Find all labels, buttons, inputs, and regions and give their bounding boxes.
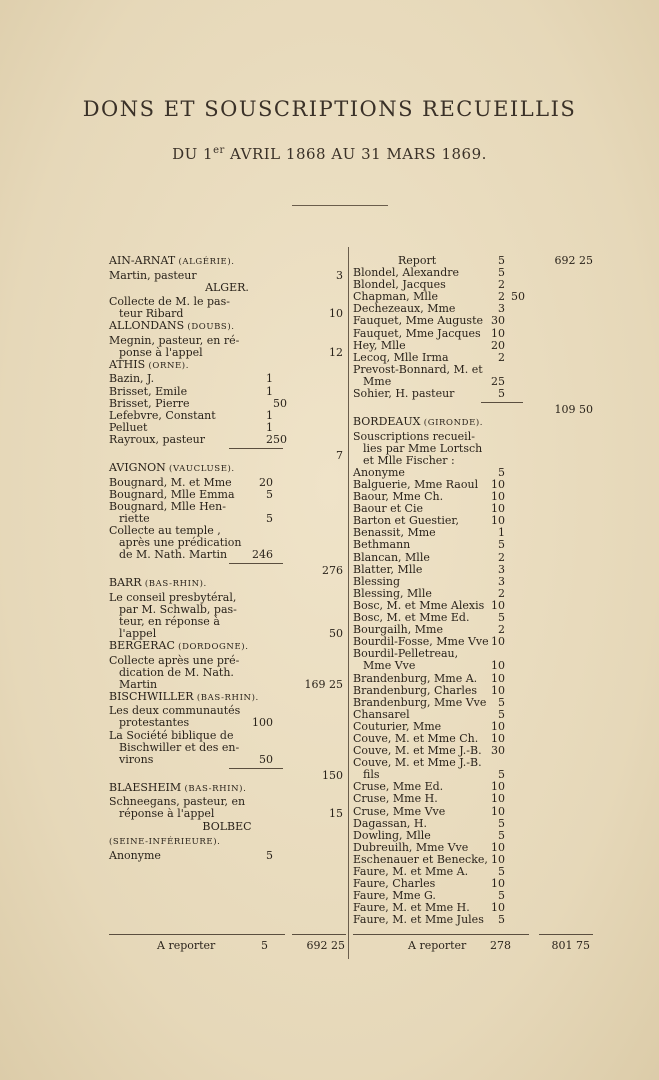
section-heading bbox=[109, 462, 345, 477]
section-department: (ALGÉRIE). bbox=[175, 257, 235, 267]
section-name: BERGERAC bbox=[109, 639, 175, 653]
amount-francs: 25 bbox=[491, 374, 505, 388]
list-item bbox=[353, 757, 593, 769]
section-heading bbox=[109, 320, 345, 335]
donor-name: Les deux communautés bbox=[109, 704, 241, 718]
list-item bbox=[353, 818, 593, 830]
amount-francs: 10 bbox=[491, 901, 505, 915]
donor-name: fils bbox=[363, 768, 380, 782]
donor-name: teur Ribard bbox=[119, 307, 184, 321]
amount-francs: 10 bbox=[491, 635, 505, 649]
donor-name: Blessing, Mlle bbox=[353, 586, 432, 600]
donor-name: Bougnard, Mlle Hen- bbox=[109, 499, 226, 513]
list-item bbox=[353, 443, 593, 455]
donor-name: Rayroux, pasteur bbox=[109, 432, 205, 446]
list-item bbox=[353, 830, 593, 842]
amount-francs: 5 bbox=[498, 266, 505, 280]
donor-name: Chapman, Mlle bbox=[353, 290, 438, 304]
donor-name: Martin bbox=[119, 677, 158, 691]
section-heading bbox=[353, 416, 593, 431]
section-name: BLAESHEIM bbox=[109, 780, 182, 794]
subtitle-rest: AVRIL 1868 AU 31 MARS 1869. bbox=[224, 145, 487, 163]
list-item bbox=[109, 742, 345, 754]
donor-name: Eschenauer et Benecke, bbox=[353, 852, 488, 866]
amount-francs: 2 bbox=[498, 586, 505, 600]
title-rule bbox=[292, 205, 388, 206]
amount-francs: 10 bbox=[491, 671, 505, 685]
amount-francs: 10 bbox=[491, 877, 505, 891]
list-item bbox=[353, 340, 593, 352]
amount-francs: 5 bbox=[266, 487, 273, 501]
donor-name: Cruse, Mme H. bbox=[353, 792, 438, 806]
donor-name: Faure, M. et Mme Jules bbox=[353, 913, 484, 927]
donor-name: Dechezeaux, Mme bbox=[353, 302, 456, 316]
donor-name: Anonyme bbox=[353, 465, 405, 479]
donor-name: Barton et Guestier, bbox=[353, 514, 459, 528]
amount-centimes: 50 bbox=[273, 432, 287, 446]
section-department: (ORNE). bbox=[145, 360, 190, 371]
donor-name: Bazin, J. bbox=[109, 372, 155, 386]
amount-francs: 3 bbox=[498, 574, 505, 588]
right-footer-label: A reporter bbox=[408, 939, 467, 952]
amount-francs: 5 bbox=[498, 913, 505, 927]
list-item bbox=[109, 730, 345, 742]
donor-name: Dubreuilh, Mme Vve bbox=[353, 840, 469, 854]
amount-total: 15 bbox=[329, 807, 343, 821]
list-item bbox=[109, 592, 345, 604]
amount-francs: 10 bbox=[491, 683, 505, 697]
donor-name: Benassit, Mme bbox=[353, 526, 436, 540]
donor-name: Lecoq, Mlle Irma bbox=[353, 350, 449, 364]
donor-name: Bougnard, Mlle Emma bbox=[109, 487, 235, 501]
amount-francs: 100 bbox=[252, 716, 273, 730]
amount-francs: 3 bbox=[498, 302, 505, 316]
section-department: (SEINE-INFÉRIEURE). bbox=[109, 837, 221, 847]
list-item bbox=[353, 564, 593, 576]
amount-francs: 10 bbox=[491, 502, 505, 516]
subtotal-amount: 150 bbox=[322, 768, 343, 782]
section-name: BORDEAUX bbox=[353, 415, 421, 429]
list-item bbox=[109, 398, 345, 410]
amount-centimes: 50 bbox=[511, 290, 525, 304]
list-item bbox=[353, 431, 593, 443]
donor-name: Blatter, Mlle bbox=[353, 562, 423, 576]
donor-name: Baour, Mme Ch. bbox=[353, 490, 444, 504]
amount-francs: 2 bbox=[498, 278, 505, 292]
donor-name: Brisset, Pierre bbox=[109, 396, 190, 410]
section-department: (BAS-RHIN). bbox=[181, 783, 247, 794]
amount-total: 10 bbox=[329, 307, 343, 321]
amount-francs: 5 bbox=[266, 511, 273, 525]
left-footer-total: 692 25 bbox=[306, 939, 345, 952]
donor-name: Fauquet, Mme Auguste bbox=[353, 314, 484, 328]
donor-name: dication de M. Nath. bbox=[119, 665, 234, 679]
list-item bbox=[353, 539, 593, 551]
amount-francs: 2 bbox=[498, 550, 505, 564]
donor-name: ponse à l'appel bbox=[119, 345, 203, 359]
list-item bbox=[353, 685, 593, 697]
right-footer-subtotal: 278 bbox=[490, 939, 511, 952]
subtotal-rule bbox=[481, 402, 523, 403]
list-item bbox=[109, 754, 345, 766]
donor-name: Brandenburg, Mme A. bbox=[353, 671, 478, 685]
donor-name: Couve, M. et Mme Ch. bbox=[353, 731, 479, 745]
amount-francs: 10 bbox=[491, 478, 505, 491]
donor-name: Lefebvre, Constant bbox=[109, 408, 216, 422]
amount-francs: 3 bbox=[498, 562, 505, 576]
page-title: DONS ET SOUSCRIPTIONS RECUEILLIS bbox=[82, 97, 577, 121]
section-heading bbox=[109, 821, 345, 836]
donor-name: Report bbox=[398, 254, 437, 267]
donor-name: Bethmann bbox=[353, 538, 411, 552]
subtotal-rule bbox=[229, 448, 283, 449]
section-department: (DOUBS). bbox=[184, 322, 235, 333]
list-item bbox=[109, 489, 345, 501]
donor-name: Mme bbox=[363, 374, 392, 388]
amount-francs: 246 bbox=[252, 548, 273, 562]
section-name: BARR bbox=[109, 576, 142, 590]
amount-francs: 10 bbox=[491, 804, 505, 818]
list-item bbox=[353, 914, 593, 926]
amount-francs: 5 bbox=[498, 707, 505, 721]
section-department: (BAS-RHIN). bbox=[193, 692, 259, 703]
list-item bbox=[109, 373, 345, 385]
subtotal-rule bbox=[229, 563, 283, 564]
list-item bbox=[109, 655, 345, 667]
list-item bbox=[353, 328, 593, 340]
right-footer-total: 801 75 bbox=[551, 939, 590, 952]
donor-name: Faure, M. et Mme H. bbox=[353, 901, 470, 915]
donor-name: Bourdil-Fosse, Mme Vve bbox=[353, 635, 489, 649]
amount-francs: 1 bbox=[266, 408, 273, 422]
donor-name: protestantes bbox=[119, 716, 190, 730]
donor-name: lies par Mme Lortsch bbox=[363, 441, 483, 455]
donor-name: virons bbox=[119, 752, 154, 766]
section-name: ALLONDANS bbox=[109, 319, 185, 333]
section-name: AIN-ARNAT bbox=[109, 254, 176, 267]
amount-francs: 5 bbox=[498, 254, 505, 267]
list-item bbox=[353, 697, 593, 709]
donor-name: Collecte au temple , bbox=[109, 523, 221, 537]
section-name: BISCHWILLER bbox=[109, 689, 194, 703]
donor-name: Hey, Mlle bbox=[353, 338, 406, 352]
list-item bbox=[109, 386, 345, 398]
amount-francs: 10 bbox=[491, 514, 505, 528]
donor-name: Collecte après une pré- bbox=[109, 653, 240, 667]
left-footer-rule-total bbox=[292, 934, 346, 935]
donor-name: Chansarel bbox=[353, 707, 410, 721]
amount-francs: 50 bbox=[259, 752, 273, 766]
left-footer-rule bbox=[109, 934, 285, 935]
donor-name: Brisset, Emile bbox=[109, 384, 188, 398]
donor-name: Brandenburg, Mme Vve bbox=[353, 695, 487, 709]
donor-name: l'appel bbox=[119, 626, 157, 640]
amount-francs: 10 bbox=[491, 840, 505, 854]
donor-name: Dagassan, H. bbox=[353, 816, 427, 830]
subtitle-sup: er bbox=[213, 145, 225, 156]
donor-name: Cruse, Mme Vve bbox=[353, 804, 446, 818]
list-item bbox=[353, 660, 593, 672]
amount-francs: 5 bbox=[498, 611, 505, 625]
list-item bbox=[109, 808, 345, 820]
list-item bbox=[353, 673, 593, 685]
donor-name: Couturier, Mme bbox=[353, 719, 442, 733]
amount-francs: 2 bbox=[498, 350, 505, 364]
amount-francs: 20 bbox=[259, 475, 273, 489]
amount-francs: 1 bbox=[266, 372, 273, 386]
amount-francs: 10 bbox=[491, 326, 505, 340]
section-heading bbox=[109, 282, 345, 297]
section-heading bbox=[109, 359, 345, 374]
donor-name: Dowling, Mlle bbox=[353, 828, 431, 842]
list-item bbox=[109, 270, 345, 282]
donor-name: Fauquet, Mme Jacques bbox=[353, 326, 481, 340]
subtotal-amount: 7 bbox=[336, 449, 343, 463]
amount-francs: 2 bbox=[266, 432, 273, 446]
amount-francs: 10 bbox=[491, 490, 505, 504]
amount-total: 12 bbox=[329, 345, 343, 359]
right-footer-rule bbox=[353, 934, 529, 935]
list-item bbox=[109, 477, 345, 489]
donor-name: Faure, M. et Mme A. bbox=[353, 865, 469, 878]
amount-francs: 10 bbox=[491, 731, 505, 745]
section-name: ALGER. bbox=[205, 280, 249, 294]
section-name: BOLBEC bbox=[202, 819, 252, 833]
amount-francs: 10 bbox=[491, 792, 505, 806]
left-footer-subtotal: 5 bbox=[261, 939, 268, 952]
donor-name: riette bbox=[119, 511, 150, 525]
list-item bbox=[109, 549, 345, 561]
subtitle-prefix: DU 1 bbox=[172, 145, 214, 163]
donor-name: Collecte de M. le pas- bbox=[109, 295, 230, 309]
amount-francs: 20 bbox=[491, 338, 505, 352]
amount-total: 169 25 bbox=[304, 677, 343, 691]
subtotal-row bbox=[353, 400, 593, 416]
donor-name: Bourgailh, Mme bbox=[353, 623, 443, 637]
amount-francs: 10 bbox=[491, 598, 505, 612]
amount-francs: 10 bbox=[491, 659, 505, 673]
amount-total: 692 25 bbox=[554, 254, 593, 267]
donor-name: Blondel, Alexandre bbox=[353, 266, 459, 280]
amount-francs: 5 bbox=[498, 387, 505, 401]
section-heading bbox=[109, 640, 345, 655]
section-heading bbox=[109, 835, 345, 850]
donor-name: Blessing bbox=[353, 574, 401, 588]
amount-francs: 2 bbox=[498, 623, 505, 637]
amount-francs: 5 bbox=[498, 816, 505, 830]
donor-name: Baour et Cie bbox=[353, 502, 423, 516]
section-name: AVIGNON bbox=[109, 461, 166, 475]
amount-francs: 5 bbox=[498, 865, 505, 878]
donor-name: Cruse, Mme Ed. bbox=[353, 780, 444, 794]
list-item bbox=[353, 552, 593, 564]
section-heading bbox=[109, 255, 345, 270]
list-item bbox=[109, 434, 345, 446]
donor-name: Bougnard, M. et Mme bbox=[109, 475, 232, 489]
section-department: (VAUCLUSE). bbox=[165, 464, 235, 475]
donor-name: Blondel, Jacques bbox=[353, 278, 446, 292]
donor-name: par M. Schwalb, pas- bbox=[119, 602, 237, 616]
left-footer-label: A reporter bbox=[157, 939, 216, 952]
subtotal-rule bbox=[229, 768, 283, 769]
amount-francs: 30 bbox=[491, 314, 505, 328]
donor-name: Balguerie, Mme Raoul bbox=[353, 478, 479, 491]
list-item bbox=[353, 806, 593, 818]
amount-francs: 30 bbox=[491, 744, 505, 758]
amount-francs: 5 bbox=[498, 889, 505, 903]
amount-total: 50 bbox=[329, 626, 343, 640]
amount-francs: 10 bbox=[491, 719, 505, 733]
amount-francs: 10 bbox=[491, 780, 505, 794]
donor-name: Mme Vve bbox=[363, 659, 416, 673]
donor-name: Faure, Mme G. bbox=[353, 889, 436, 903]
right-footer-rule-total bbox=[539, 934, 593, 935]
section-name: ATHIS bbox=[109, 357, 146, 371]
amount-francs: 2 bbox=[498, 290, 505, 304]
section-department: (GIRONDE). bbox=[420, 418, 484, 429]
subtotal-amount: 276 bbox=[322, 564, 343, 578]
donor-name: Pelluet bbox=[109, 420, 148, 434]
section-heading bbox=[109, 577, 345, 592]
list-item bbox=[109, 717, 345, 729]
section-department: (DORDOGNE). bbox=[174, 642, 249, 653]
list-item bbox=[353, 315, 593, 327]
donor-name: Le conseil presbytéral, bbox=[109, 590, 237, 604]
donor-name: Faure, Charles bbox=[353, 877, 436, 891]
amount-francs: 5 bbox=[498, 695, 505, 709]
donor-name: réponse à l'appel bbox=[119, 807, 215, 821]
donor-name: Couve, M. et Mme J.-B. bbox=[353, 744, 482, 758]
list-item bbox=[353, 388, 593, 400]
amount-francs: 1 bbox=[266, 420, 273, 434]
donor-name: Schneegans, pasteur, en bbox=[109, 795, 246, 809]
donor-name: et Mlle Fischer : bbox=[363, 453, 455, 467]
donor-name: de M. Nath. Martin bbox=[119, 548, 228, 562]
list-item bbox=[109, 667, 345, 679]
amount-francs: 5 bbox=[498, 768, 505, 782]
amount-centimes: 50 bbox=[273, 396, 287, 410]
subtotal-row bbox=[109, 766, 345, 782]
donor-name: Martin, pasteur bbox=[109, 268, 197, 282]
donor-name: Bosc, M. et Mme Alexis bbox=[353, 598, 485, 612]
list-item bbox=[353, 793, 593, 805]
amount-francs: 5 bbox=[498, 465, 505, 479]
donor-name: La Société biblique de bbox=[109, 728, 234, 742]
donor-name: teur, en réponse à bbox=[119, 614, 220, 628]
section-heading bbox=[109, 782, 345, 797]
column-divider bbox=[348, 247, 349, 959]
donor-name: Brandenburg, Charles bbox=[353, 683, 478, 697]
page-subtitle bbox=[0, 145, 659, 163]
amount-francs: 5 bbox=[498, 828, 505, 842]
amount-francs: 1 bbox=[498, 526, 505, 540]
amount-francs: 1 bbox=[266, 384, 273, 398]
subtotal-row bbox=[109, 446, 345, 462]
amount-francs: 5 bbox=[266, 848, 273, 862]
section-department: (BAS-RHIN). bbox=[141, 579, 207, 590]
list-item bbox=[109, 850, 345, 862]
amount-francs: 10 bbox=[491, 852, 505, 866]
donor-name: Souscriptions recueil- bbox=[353, 429, 475, 443]
right-column bbox=[353, 255, 593, 926]
donor-name: Bosc, M. et Mme Ed. bbox=[353, 611, 470, 625]
section-heading bbox=[109, 691, 345, 706]
donor-name: Prevost-Bonnard, M. et bbox=[353, 362, 483, 376]
donor-name: Anonyme bbox=[109, 848, 161, 862]
donor-name: Megnin, pasteur, en ré- bbox=[109, 333, 240, 347]
donor-name: après une prédication bbox=[119, 536, 242, 549]
donor-name: Bourdil-Pelletreau, bbox=[353, 647, 459, 661]
list-item bbox=[109, 501, 345, 513]
subtotal-amount: 109 50 bbox=[554, 403, 593, 417]
donor-name: Blancan, Mlle bbox=[353, 550, 430, 564]
amount-total: 3 bbox=[336, 268, 343, 282]
subtotal-row bbox=[109, 561, 345, 577]
donor-name: Couve, M. et Mme J.-B. bbox=[353, 756, 482, 770]
donor-name: Bischwiller et des en- bbox=[119, 740, 240, 754]
left-column bbox=[109, 255, 345, 862]
amount-francs: 5 bbox=[498, 538, 505, 552]
donor-name: Sohier, H. pasteur bbox=[353, 387, 455, 401]
